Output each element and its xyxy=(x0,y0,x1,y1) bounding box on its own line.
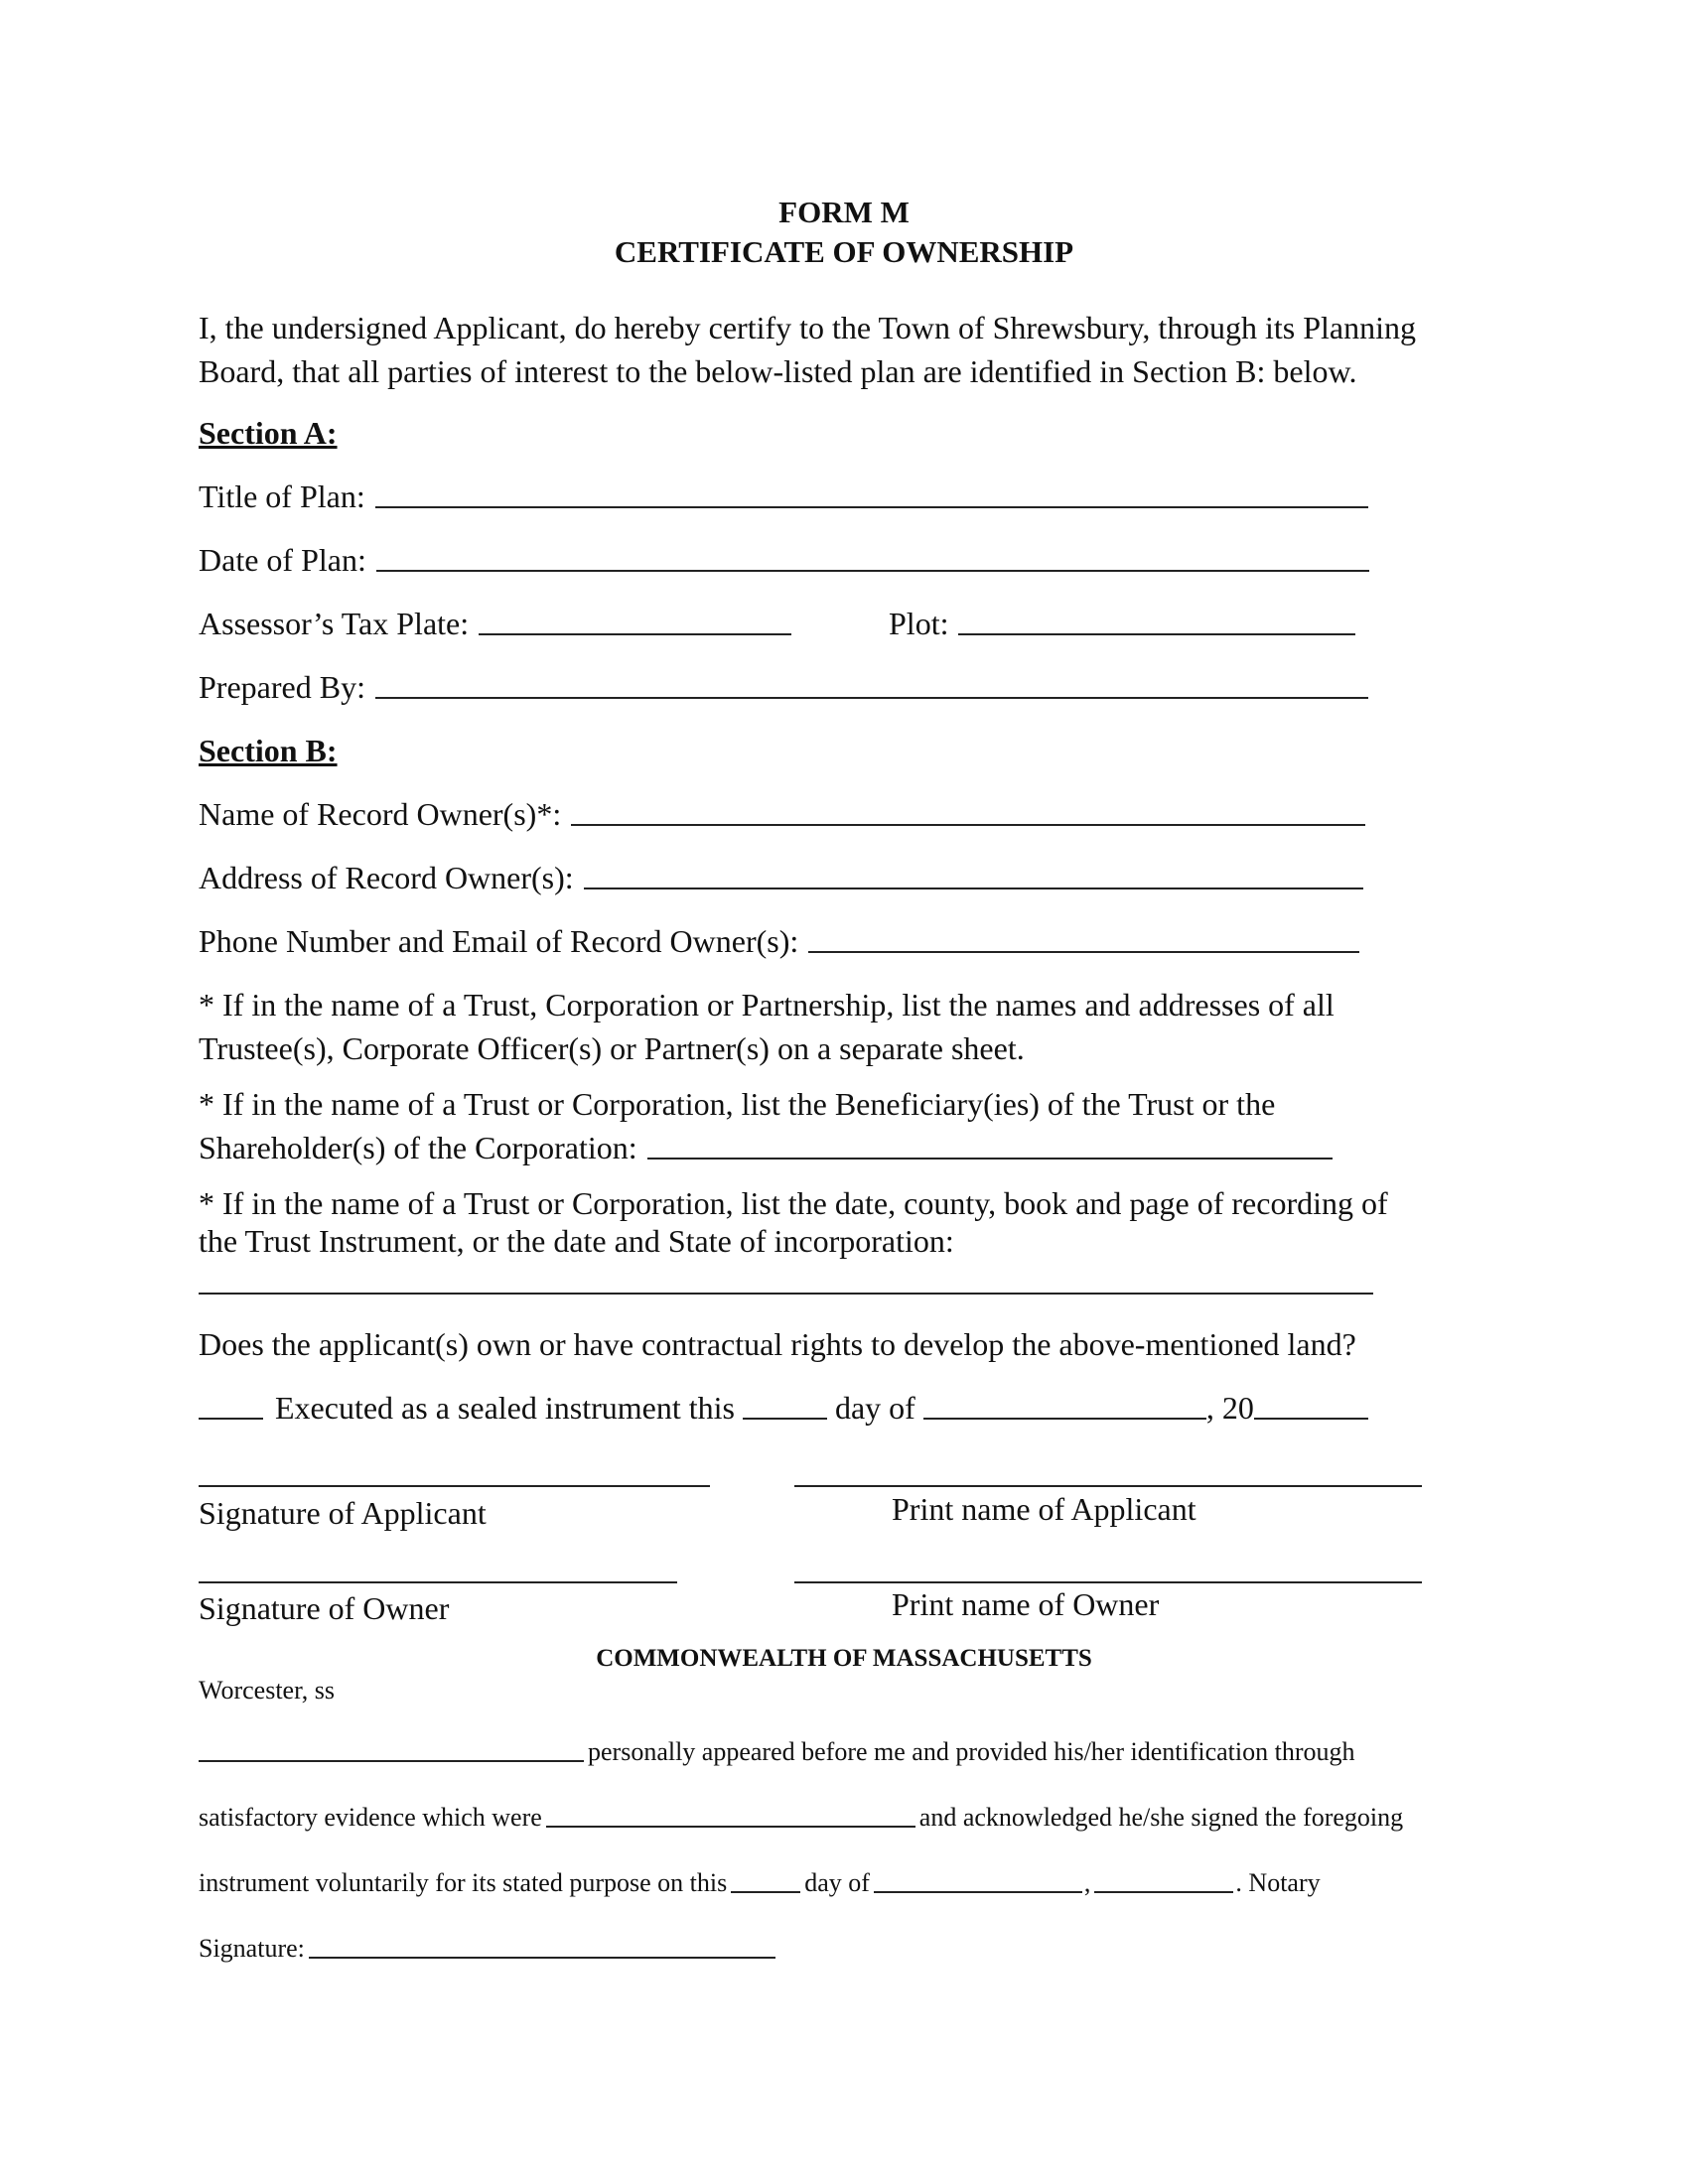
applicant-signature-label: Signature of Applicant xyxy=(199,1495,487,1531)
form-id: FORM M xyxy=(778,195,910,229)
date-of-plan-field[interactable] xyxy=(376,570,1369,572)
applicant-signature-line[interactable] xyxy=(199,1485,710,1487)
notary-line-2 xyxy=(199,1805,1407,1831)
prepared-by-label: Prepared By: xyxy=(199,669,365,705)
owner-address-row xyxy=(199,862,1363,893)
plot-field[interactable] xyxy=(958,633,1355,635)
notary-line-3-text-c: , xyxy=(1083,1868,1091,1897)
notary-line-1 xyxy=(199,1739,1359,1765)
notary-day-field[interactable] xyxy=(731,1891,800,1893)
owner-name-row xyxy=(199,798,1365,830)
intro-line-2: Board, that all parties of interest to the below-listed plan are identified in Section B: below. xyxy=(199,353,1357,389)
tax-plate-label: Assessor’s Tax Plate: xyxy=(199,606,470,641)
executed-day-field[interactable] xyxy=(743,1418,827,1420)
date-of-plan-row xyxy=(199,544,1369,576)
notary-year-field[interactable] xyxy=(1094,1891,1233,1893)
shareholders-field[interactable] xyxy=(647,1158,1333,1160)
notary-line-3-text-a: instrument voluntarily for its stated purpose on this xyxy=(199,1868,728,1897)
section-b-heading: Section B: xyxy=(199,733,338,768)
title-of-plan-label: Title of Plan: xyxy=(199,478,365,514)
shareholders-row xyxy=(199,1132,1333,1163)
owner-address-label: Address of Record Owner(s): xyxy=(199,860,574,895)
prepared-by-row xyxy=(199,671,1368,703)
notary-evidence-field[interactable] xyxy=(546,1826,915,1828)
owner-name-field[interactable] xyxy=(571,824,1365,826)
title-of-plan-row xyxy=(199,480,1368,512)
owner-phone-email-row xyxy=(199,925,1359,957)
date-of-plan-label: Date of Plan: xyxy=(199,542,366,578)
executed-text: Executed as a sealed instrument this xyxy=(275,1390,735,1426)
owner-signature-line[interactable] xyxy=(199,1581,677,1583)
notary-signature-row xyxy=(199,1936,775,1962)
notary-signature-field[interactable] xyxy=(309,1957,775,1959)
tax-plate-row xyxy=(199,608,791,639)
owner-signature-label: Signature of Owner xyxy=(199,1590,450,1626)
note-2-line-2: Shareholder(s) of the Corporation: xyxy=(199,1130,637,1165)
note-1-line-2: Trustee(s), Corporate Officer(s) or Partner(s) on a separate sheet. xyxy=(199,1030,1025,1066)
note-2-line-1: * If in the name of a Trust or Corporation, list the Beneficiary(ies) of the Trust or the xyxy=(199,1086,1276,1122)
form-title: CERTIFICATE OF OWNERSHIP xyxy=(614,234,1074,269)
applicant-print-line[interactable] xyxy=(794,1485,1422,1487)
notary-county: Worcester, ss xyxy=(199,1676,335,1705)
notary-month-field[interactable] xyxy=(874,1891,1082,1893)
section-a-heading: Section A: xyxy=(199,415,338,451)
owner-print-label: Print name of Owner xyxy=(892,1586,1160,1622)
owner-phone-email-label: Phone Number and Email of Record Owner(s): xyxy=(199,923,799,959)
question-text: Does the applicant(s) own or have contractual rights to develop the above-mentioned land? xyxy=(199,1326,1356,1362)
owner-print-line[interactable] xyxy=(794,1581,1422,1583)
title-of-plan-field[interactable] xyxy=(375,506,1368,508)
notary-line-2-text-b: and acknowledged he/she signed the foregoing xyxy=(918,1803,1404,1832)
notary-heading: COMMONWEALTH OF MASSACHUSETTS xyxy=(596,1645,1092,1672)
applicant-print-label: Print name of Applicant xyxy=(892,1491,1196,1527)
note-1-line-1: * If in the name of a Trust, Corporation or Partnership, list the names and addresses of all xyxy=(199,987,1335,1023)
executed-year-field[interactable] xyxy=(1254,1418,1368,1420)
note-3-line-1: * If in the name of a Trust or Corporation, list the date, county, book and page of recording of xyxy=(199,1185,1388,1221)
prepared-by-field[interactable] xyxy=(375,697,1368,699)
incorporation-field[interactable] xyxy=(199,1293,1373,1295)
notary-line-3 xyxy=(199,1870,1325,1896)
owner-address-field[interactable] xyxy=(584,887,1363,889)
notary-line-2-text-a: satisfactory evidence which were xyxy=(199,1803,542,1832)
notary-line-3-text-b: day of xyxy=(804,1868,870,1897)
executed-month-field[interactable] xyxy=(923,1418,1206,1420)
executed-year-prefix: , 20 xyxy=(1205,1390,1254,1426)
owner-phone-email-field[interactable] xyxy=(808,951,1359,953)
executed-row xyxy=(199,1392,1368,1424)
executed-initial-field[interactable] xyxy=(199,1418,263,1420)
intro-line-1: I, the undersigned Applicant, do hereby certify to the Town of Shrewsbury, through its Planning xyxy=(199,310,1416,345)
notary-line-3-text-d: . Notary xyxy=(1235,1868,1321,1897)
notary-signature-label: Signature: xyxy=(199,1934,305,1963)
notary-line-1-text: personally appeared before me and provided his/her identification through xyxy=(588,1737,1355,1766)
owner-name-label: Name of Record Owner(s)*: xyxy=(199,796,562,832)
tax-plate-field[interactable] xyxy=(479,633,791,635)
note-3-line-2: the Trust Instrument, or the date and State of incorporation: xyxy=(199,1223,954,1259)
plot-label: Plot: xyxy=(889,606,949,641)
plot-row xyxy=(889,608,1355,639)
notary-name-field[interactable] xyxy=(199,1760,584,1762)
executed-day-of: day of xyxy=(834,1390,915,1426)
